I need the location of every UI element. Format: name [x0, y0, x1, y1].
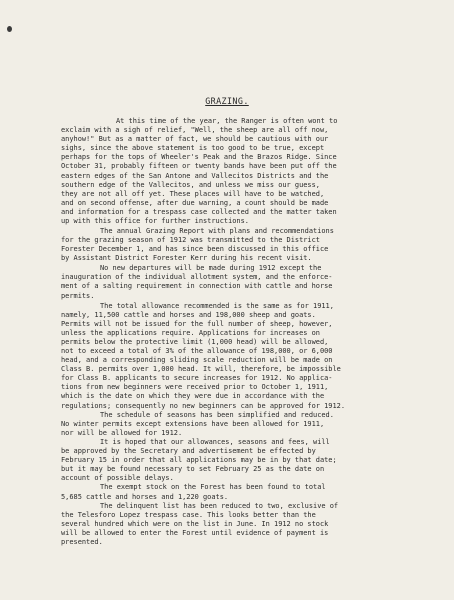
text-line: 5,685 cattle and horses and 1,220 goats. — [61, 492, 229, 501]
text-line: nor will be allowed for 1912. — [61, 428, 183, 437]
text-line: eastern edges of the San Antone and Vallecitos Districts and the — [61, 171, 329, 180]
text-line: the Telesforo Lopez trespass case. This looks better than the — [61, 510, 316, 519]
text-line: Permits will not be issued for the full number of sheep, however, — [61, 319, 333, 328]
text-line: The delinquent list has been reduced to two, exclusive of — [100, 501, 339, 510]
body-text — [0, 117, 454, 547]
text-line: southern edge of the Vallecitos, and unless we miss our guess, — [61, 180, 320, 189]
text-line: perhaps for the tops of Wheeler's Peak and the Brazos Ridge. Since — [61, 153, 337, 162]
text-line: Forester December 1, and has since been discussed in this office — [61, 245, 329, 254]
text-line: It is hoped that our allowances, seasons and fees, will — [100, 437, 330, 446]
text-line: unless the applications require. Applications for increases on — [61, 328, 320, 337]
text-line: No winter permits except extensions have been allowed for 1911, — [61, 419, 325, 428]
punch-hole — [7, 26, 12, 32]
text-line: namely, 11,500 cattle and horses and 198,000 sheep and goats. — [61, 310, 316, 319]
text-line: anyhow!" But as a matter of fact, we should be cautious with our — [61, 135, 329, 144]
text-line: up with this office for further instructions. — [61, 217, 249, 226]
text-line: October 31, probably fifteen or twenty bands have been put off the — [61, 162, 337, 171]
text-line: account of possible delays. — [61, 474, 174, 483]
text-line: No new departures will be made during 1912 except the — [100, 264, 322, 273]
text-line: will be allowed to enter the Forest until evidence of payment is — [61, 528, 329, 537]
text-line: and information for a trespass case collected and the matter taken — [61, 207, 337, 216]
text-line: but it may be found necessary to set February 25 as the date on — [61, 465, 325, 474]
text-line: sighs, since the above statement is too good to be true, except — [61, 144, 325, 153]
text-line: permits below the protective limit (1,000 head) will be allowed, — [61, 337, 329, 346]
text-line: for the grazing season of 1912 was transmitted to the District — [61, 236, 320, 245]
text-line: The total allowance recommended is the same as for 1911, — [100, 301, 334, 310]
text-line: they are not all off yet. These places will have to be watched, — [61, 189, 325, 198]
text-line: The annual Grazing Report with plans and recommendations — [100, 227, 334, 236]
section-heading — [0, 96, 454, 106]
text-line: The exempt stock on the Forest has been found to total — [100, 483, 326, 492]
text-line: Class B. permits over 1,000 head. It will, therefore, be impossible — [61, 365, 341, 374]
text-line: head, and a corresponding sliding scale reduction will be made on — [61, 356, 333, 365]
text-line: by Assistant District Forester Kerr during his recent visit. — [61, 254, 312, 263]
text-line: and on second offense, after due warning, a count should be made — [61, 198, 329, 207]
text-line: be approved by the Secretary and advertisement be effected by — [61, 447, 316, 456]
text-line: At this time of the year, the Ranger is often wont to — [116, 117, 338, 125]
text-line: tions from new beginners were received prior to October 1, 1911, — [61, 383, 329, 392]
text-line: exclaim with a sigh of relief, "Well, the sheep are all off now, — [61, 126, 329, 135]
section-heading-text: GRAZING. — [205, 96, 249, 106]
text-line: presented. — [61, 537, 103, 546]
text-line: inauguration of the individual allotment system, and the enforce- — [61, 273, 333, 282]
text-line: February 15 in order that all applications may be in by that date; — [61, 456, 337, 465]
text-line: ment of a salting requirement in connection with cattle and horse — [61, 282, 333, 291]
text-line: The schedule of seasons has been simplified and reduced. — [100, 410, 334, 419]
text-line: permits. — [61, 291, 95, 300]
text-line: not to exceed a total of 3% of the allowance of 198,000, or 6,000 — [61, 347, 333, 356]
text-line: for Class B. applicants to secure increases for 1912. No applica- — [61, 374, 333, 383]
text-line: several hundred which were on the list in June. In 1912 no stock — [61, 519, 329, 528]
text-line: regulations; consequently no new beginners can be approved for 1912. — [61, 401, 346, 410]
text-line: which is the date on which they were due in accordance with the — [61, 392, 325, 401]
